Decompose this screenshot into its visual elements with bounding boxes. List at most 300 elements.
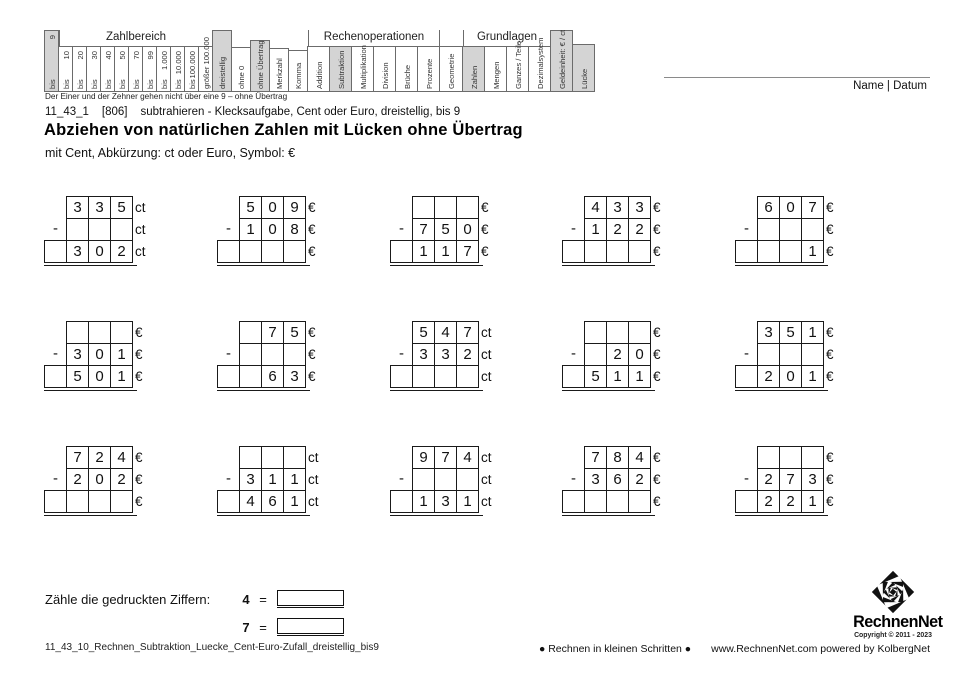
minus-sign: - bbox=[744, 345, 749, 362]
subtraction-problem bbox=[390, 321, 492, 391]
digit-cell: 1 bbox=[412, 240, 435, 263]
blank-cell bbox=[412, 365, 435, 388]
answer-box bbox=[277, 618, 344, 634]
minuend-row bbox=[562, 446, 661, 469]
blank-cell bbox=[390, 365, 413, 388]
blank-cell bbox=[412, 196, 435, 219]
footer-site: www.RechnenNet.com powered by KolbergNet bbox=[711, 643, 930, 655]
subtrahend-row bbox=[735, 468, 834, 491]
matrix-cell-label: bis 30 bbox=[89, 51, 99, 89]
matrix-cell-label: bis 100.000 bbox=[187, 51, 197, 89]
digit-cell: 4 bbox=[239, 490, 262, 513]
blank-cell bbox=[801, 343, 824, 366]
blank-cell bbox=[562, 490, 585, 513]
result-row bbox=[735, 490, 834, 513]
subtrahend-row bbox=[44, 218, 146, 241]
matrix-cell-label: Division bbox=[380, 62, 390, 89]
blank-cell bbox=[456, 365, 479, 388]
blank-cell bbox=[217, 240, 240, 263]
subtrahend-row bbox=[562, 468, 661, 491]
matrix-cell bbox=[550, 30, 573, 92]
blank-cell bbox=[584, 490, 607, 513]
digit-cell: 3 bbox=[606, 196, 629, 219]
result-underline bbox=[562, 515, 655, 516]
matrix-cell-label: ohne Übertrag bbox=[256, 40, 266, 89]
blank-cell bbox=[44, 490, 67, 513]
result-underline bbox=[735, 390, 828, 391]
digit-cell: 4 bbox=[584, 196, 607, 219]
matrix-cell-label: bis 10 bbox=[61, 51, 71, 89]
answer-box bbox=[277, 590, 344, 606]
blank-cell bbox=[757, 218, 780, 241]
digit-cell: 2 bbox=[757, 365, 780, 388]
digit-cell: 3 bbox=[239, 468, 262, 491]
digit-cell: 0 bbox=[88, 240, 111, 263]
unit-label: € bbox=[308, 244, 316, 259]
unit-label: ct bbox=[308, 494, 319, 509]
digit-cell: 1 bbox=[801, 321, 824, 344]
name-datum-label: Name | Datum bbox=[853, 80, 927, 92]
digit-cell: 1 bbox=[412, 490, 435, 513]
unit-label: ct bbox=[135, 200, 146, 215]
blank-cell bbox=[628, 490, 651, 513]
minus-sign: - bbox=[571, 220, 576, 237]
minus-sign: - bbox=[744, 220, 749, 237]
logo-copyright: Copyright © 2011 - 2023 bbox=[854, 632, 932, 639]
matrix-cell bbox=[198, 37, 213, 92]
digit-cell: 5 bbox=[434, 218, 457, 241]
matrix-cell bbox=[329, 46, 352, 92]
worksheet-id: 11_43_1 bbox=[45, 106, 89, 118]
matrix-cell-label: Ganzes / Teile bbox=[513, 41, 523, 89]
footer-links bbox=[539, 643, 930, 655]
blank-cell bbox=[66, 218, 89, 241]
digit-cell: 4 bbox=[434, 321, 457, 344]
result-row bbox=[44, 490, 143, 513]
blank-cell bbox=[239, 365, 262, 388]
blank-cell bbox=[456, 196, 479, 219]
result-underline bbox=[217, 390, 310, 391]
subtrahend-row bbox=[217, 343, 316, 366]
unit-label: € bbox=[826, 494, 834, 509]
unit-label: € bbox=[135, 325, 143, 340]
matrix-cell-label: ohne 0 bbox=[237, 65, 247, 89]
digit-cell: 3 bbox=[801, 468, 824, 491]
digit-cell: 7 bbox=[584, 446, 607, 469]
minuend-row bbox=[735, 446, 834, 469]
blank-cell bbox=[88, 218, 111, 241]
digit-cell: 3 bbox=[66, 196, 89, 219]
minuend-row bbox=[44, 446, 143, 469]
blank-cell bbox=[217, 490, 240, 513]
minus-sign: - bbox=[226, 345, 231, 362]
matrix-cell bbox=[212, 30, 232, 92]
matrix-cell-label: Lücke bbox=[579, 68, 589, 89]
unit-label: € bbox=[826, 325, 834, 340]
digit-cell: 2 bbox=[110, 240, 133, 263]
digit-cell: 0 bbox=[88, 468, 111, 491]
matrix-cell bbox=[506, 41, 529, 92]
digit-cell: 7 bbox=[412, 218, 435, 241]
blank-cell bbox=[434, 365, 457, 388]
digit-cell: 7 bbox=[801, 196, 824, 219]
digit-cell: 1 bbox=[434, 240, 457, 263]
result-underline bbox=[44, 515, 137, 516]
subtraction-problem bbox=[562, 321, 661, 391]
unit-label: € bbox=[135, 347, 143, 362]
unit-label: € bbox=[308, 347, 316, 362]
unit-label: ct bbox=[135, 222, 146, 237]
unit-label: € bbox=[826, 200, 834, 215]
blank-cell bbox=[584, 321, 607, 344]
matrix-cell bbox=[439, 46, 463, 92]
digit-cell: 2 bbox=[456, 343, 479, 366]
blank-cell bbox=[735, 240, 758, 263]
digit-cell: 1 bbox=[110, 343, 133, 366]
matrix-cell-label: Prozente bbox=[424, 58, 434, 89]
digit-cell: 1 bbox=[606, 365, 629, 388]
result-underline bbox=[390, 515, 483, 516]
matrix-cell bbox=[58, 46, 73, 92]
blank-cell bbox=[628, 321, 651, 344]
result-row bbox=[735, 365, 834, 388]
digit-cell: 5 bbox=[283, 321, 306, 344]
unit-label: € bbox=[826, 472, 834, 487]
blank-cell bbox=[757, 446, 780, 469]
digit-cell: 2 bbox=[628, 468, 651, 491]
digit-cell: 1 bbox=[261, 468, 284, 491]
minuend-row bbox=[562, 196, 661, 219]
minuend-row bbox=[217, 321, 316, 344]
subtrahend-row bbox=[735, 343, 834, 366]
digit-cell: 6 bbox=[757, 196, 780, 219]
blank-cell bbox=[110, 218, 133, 241]
worksheet-code-line bbox=[45, 106, 460, 118]
digit-cell: 4 bbox=[456, 446, 479, 469]
subtraction-problem bbox=[562, 446, 661, 516]
blank-cell bbox=[88, 321, 111, 344]
matrix-group-label: Zahlbereich bbox=[59, 30, 213, 46]
subtrahend-row bbox=[390, 343, 492, 366]
blank-cell bbox=[217, 365, 240, 388]
page-title: Abziehen von natürlichen Zahlen mit Lücken ohne Übertrag bbox=[44, 121, 523, 139]
blank-cell bbox=[434, 468, 457, 491]
digit-cell: 5 bbox=[412, 321, 435, 344]
unit-label: € bbox=[653, 222, 661, 237]
digit-cell: 7 bbox=[456, 240, 479, 263]
digit-cell: 1 bbox=[110, 365, 133, 388]
result-row bbox=[562, 490, 661, 513]
unit-label: € bbox=[826, 369, 834, 384]
matrix-cell bbox=[114, 46, 129, 92]
minus-sign: - bbox=[53, 345, 58, 362]
matrix-cell-label: Mengen bbox=[491, 61, 501, 89]
matrix-cell bbox=[462, 46, 485, 92]
subtrahend-row bbox=[390, 468, 492, 491]
matrix-cell-label: Dezimalsystem bbox=[535, 37, 545, 89]
unit-label: ct bbox=[481, 369, 492, 384]
minuend-row bbox=[44, 321, 143, 344]
matrix-group bbox=[463, 30, 551, 92]
digit-cell: 0 bbox=[456, 218, 479, 241]
subtrahend-row bbox=[217, 218, 316, 241]
blank-cell bbox=[44, 365, 67, 388]
rechnennet-logo bbox=[851, 570, 943, 639]
blank-cell bbox=[584, 240, 607, 263]
digit-cell: 7 bbox=[779, 468, 802, 491]
digit-cell: 5 bbox=[779, 321, 802, 344]
skills-matrix bbox=[45, 30, 595, 92]
matrix-cell bbox=[269, 48, 289, 92]
blank-cell bbox=[779, 240, 802, 263]
blank-cell bbox=[779, 343, 802, 366]
blank-cell bbox=[390, 490, 413, 513]
equals-sign: = bbox=[259, 619, 267, 635]
matrix-cell bbox=[417, 46, 440, 92]
unit-label: € bbox=[826, 450, 834, 465]
minus-sign: - bbox=[571, 345, 576, 362]
unit-label: € bbox=[653, 450, 661, 465]
blank-cell bbox=[66, 321, 89, 344]
spiral-diamond-icon bbox=[871, 570, 915, 614]
result-underline bbox=[735, 265, 828, 266]
worksheet-ref: [806] bbox=[101, 106, 128, 118]
minus-sign: - bbox=[226, 220, 231, 237]
blank-cell bbox=[66, 490, 89, 513]
blank-cell bbox=[801, 446, 824, 469]
subtraction-problem bbox=[217, 321, 316, 391]
result-underline bbox=[44, 265, 137, 266]
subtrahend-row bbox=[390, 218, 489, 241]
matrix-cell bbox=[128, 46, 143, 92]
result-underline bbox=[217, 265, 310, 266]
unit-label: € bbox=[135, 369, 143, 384]
subtrahend-row bbox=[562, 218, 661, 241]
matrix-cell-label: bis 50 bbox=[117, 51, 127, 89]
result-underline bbox=[735, 515, 828, 516]
digit-cell: 2 bbox=[757, 468, 780, 491]
matrix-cell bbox=[44, 30, 59, 92]
matrix-group-label: Rechenoperationen bbox=[308, 30, 440, 46]
digit-cell: 4 bbox=[628, 446, 651, 469]
minus-sign: - bbox=[226, 470, 231, 487]
matrix-cell-label: bis 40 bbox=[103, 51, 113, 89]
digit-cell: 3 bbox=[412, 343, 435, 366]
matrix-cell-label: Subtraktion bbox=[336, 50, 346, 89]
count-digit: 4 bbox=[242, 591, 250, 607]
matrix-cell bbox=[86, 46, 101, 92]
unit-label: € bbox=[135, 472, 143, 487]
blank-cell bbox=[456, 468, 479, 491]
logo-wordmark: RechnenNet bbox=[853, 612, 943, 631]
matrix-cell-label: bis 20 bbox=[75, 51, 85, 89]
answer-box-wrap bbox=[277, 590, 344, 609]
matrix-cell-label: Geometrie bbox=[447, 53, 457, 89]
digit-cell: 1 bbox=[584, 218, 607, 241]
digit-cell: 2 bbox=[606, 218, 629, 241]
matrix-cell-label: größer 100.000 bbox=[201, 37, 211, 89]
digit-cell: 0 bbox=[261, 218, 284, 241]
result-row bbox=[217, 490, 319, 513]
matrix-cell-label: bis 99 bbox=[145, 51, 155, 89]
digit-cell: 7 bbox=[66, 446, 89, 469]
digit-cell: 3 bbox=[434, 343, 457, 366]
unit-label: € bbox=[653, 325, 661, 340]
minuend-row bbox=[562, 321, 661, 344]
result-row bbox=[217, 240, 316, 263]
digit-cell: 3 bbox=[66, 343, 89, 366]
unit-label: ct bbox=[481, 347, 492, 362]
unit-label: ct bbox=[308, 450, 319, 465]
unit-label: € bbox=[826, 244, 834, 259]
digit-cell: 1 bbox=[239, 218, 262, 241]
unit-label: ct bbox=[481, 472, 492, 487]
subtraction-problem bbox=[735, 196, 834, 266]
blank-cell bbox=[606, 240, 629, 263]
matrix-cell bbox=[288, 50, 308, 92]
unit-label: € bbox=[481, 200, 489, 215]
digit-cell: 3 bbox=[584, 468, 607, 491]
matrix-cell-label: Addition bbox=[314, 61, 324, 89]
digit-cell: 1 bbox=[801, 490, 824, 513]
blank-cell bbox=[390, 240, 413, 263]
matrix-cell-label: Multiplikation bbox=[358, 45, 368, 89]
minuend-row bbox=[217, 196, 316, 219]
count-row bbox=[45, 613, 344, 641]
digit-cell: 3 bbox=[66, 240, 89, 263]
digit-cell: 1 bbox=[801, 365, 824, 388]
digit-cell: 5 bbox=[584, 365, 607, 388]
blank-cell bbox=[110, 321, 133, 344]
minus-sign: - bbox=[53, 220, 58, 237]
matrix-cell bbox=[395, 46, 418, 92]
blank-cell bbox=[779, 218, 802, 241]
digit-cell: 0 bbox=[779, 365, 802, 388]
result-row bbox=[390, 490, 492, 513]
digit-cell: 0 bbox=[88, 343, 111, 366]
matrix-cell-label: bis 1.000 bbox=[159, 51, 169, 89]
matrix-cell bbox=[100, 46, 115, 92]
matrix-cell-label: Brüche bbox=[402, 64, 412, 89]
matrix-cell-label: bis 10.000 bbox=[173, 51, 183, 89]
blank-cell bbox=[239, 446, 262, 469]
digit-cell: 0 bbox=[88, 365, 111, 388]
subtrahend-row bbox=[562, 343, 661, 366]
matrix-cell bbox=[156, 46, 171, 92]
blank-cell bbox=[283, 446, 306, 469]
blank-cell bbox=[735, 490, 758, 513]
blank-cell bbox=[44, 240, 67, 263]
result-row bbox=[390, 365, 492, 388]
blank-cell bbox=[606, 490, 629, 513]
unit-label: € bbox=[135, 494, 143, 509]
result-underline bbox=[390, 265, 483, 266]
digit-cell: 6 bbox=[261, 365, 284, 388]
digit-cell: 3 bbox=[434, 490, 457, 513]
result-underline bbox=[562, 265, 655, 266]
digit-cell: 7 bbox=[456, 321, 479, 344]
matrix-cell bbox=[484, 46, 507, 92]
digit-cell: 0 bbox=[261, 196, 284, 219]
matrix-cell-label: Komma bbox=[294, 62, 304, 89]
subtraction-problem bbox=[44, 446, 143, 516]
digit-cell: 3 bbox=[628, 196, 651, 219]
blank-cell bbox=[412, 468, 435, 491]
unit-label: € bbox=[653, 244, 661, 259]
unit-label: ct bbox=[135, 244, 146, 259]
subtraction-problem bbox=[735, 321, 834, 391]
blank-cell bbox=[434, 196, 457, 219]
unit-label: € bbox=[826, 347, 834, 362]
unit-label: € bbox=[481, 244, 489, 259]
digit-cell: 4 bbox=[110, 446, 133, 469]
digit-cell: 2 bbox=[110, 468, 133, 491]
unit-label: € bbox=[308, 325, 316, 340]
blank-cell bbox=[735, 365, 758, 388]
matrix-group bbox=[308, 30, 440, 92]
digit-cell: 8 bbox=[283, 218, 306, 241]
matrix-cell-label: bis 70 bbox=[131, 51, 141, 89]
unit-label: € bbox=[826, 222, 834, 237]
matrix-cell-label: dreistellig bbox=[218, 56, 228, 89]
blank-cell bbox=[261, 446, 284, 469]
minus-sign: - bbox=[571, 470, 576, 487]
unit-label: € bbox=[653, 347, 661, 362]
unit-label: € bbox=[308, 369, 316, 384]
result-row bbox=[562, 365, 661, 388]
matrix-cell bbox=[572, 44, 595, 92]
result-row bbox=[44, 365, 143, 388]
subtrahend-row bbox=[217, 468, 319, 491]
subtraction-problem bbox=[390, 446, 492, 516]
matrix-cell bbox=[170, 46, 185, 92]
digit-cell: 0 bbox=[628, 343, 651, 366]
blank-cell bbox=[562, 365, 585, 388]
minuend-row bbox=[735, 196, 834, 219]
matrix-cell bbox=[184, 46, 199, 92]
matrix-cell bbox=[72, 46, 87, 92]
result-underline bbox=[562, 390, 655, 391]
result-row bbox=[390, 240, 489, 263]
minuend-row bbox=[735, 321, 834, 344]
digit-cell: 6 bbox=[261, 490, 284, 513]
matrix-group bbox=[59, 30, 213, 92]
minuend-row bbox=[390, 196, 489, 219]
matrix-cell-label: Geldeinheit: € / ct bbox=[557, 29, 567, 89]
count-digit: 7 bbox=[242, 619, 250, 635]
subtraction-problem bbox=[562, 196, 661, 266]
result-underline bbox=[44, 390, 137, 391]
matrix-group-label: Grundlagen bbox=[463, 30, 551, 46]
subtraction-problem bbox=[217, 446, 319, 516]
unit-label: € bbox=[653, 369, 661, 384]
result-row bbox=[562, 240, 661, 263]
unit-label: € bbox=[135, 450, 143, 465]
subtraction-problem bbox=[44, 196, 146, 266]
unit-label: ct bbox=[481, 325, 492, 340]
digit-cell: 3 bbox=[283, 365, 306, 388]
result-underline bbox=[390, 390, 483, 391]
blank-cell bbox=[628, 240, 651, 263]
subtrahend-row bbox=[735, 218, 834, 241]
matrix-cell bbox=[351, 46, 374, 92]
digit-cell: 3 bbox=[757, 321, 780, 344]
minus-sign: - bbox=[399, 345, 404, 362]
blank-cell bbox=[562, 240, 585, 263]
blank-cell bbox=[239, 321, 262, 344]
result-row bbox=[217, 365, 316, 388]
minus-sign: - bbox=[744, 470, 749, 487]
